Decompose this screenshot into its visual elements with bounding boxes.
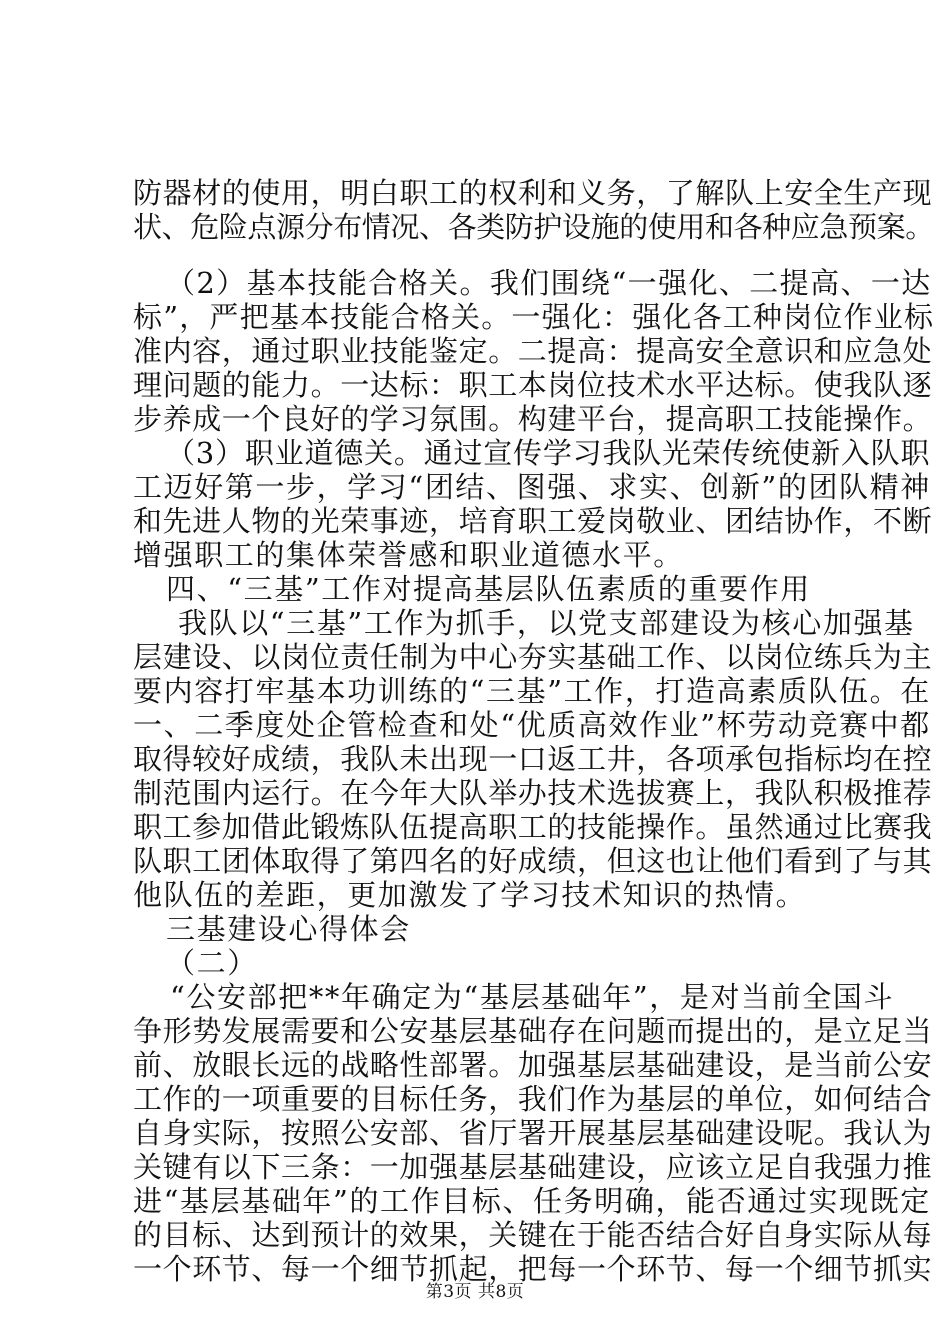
text-line: 一、二季度处企管检查和处“优质高效作业”杯劳动竞赛中都 [133, 708, 931, 742]
text-line: 和先进人物的光荣事迹，培育职工爱岗敬业、团结协作，不断 [133, 504, 933, 538]
text-line: 一个环节、每一个细节抓起，把每一个环节、每一个细节抓实 [133, 1252, 933, 1286]
paragraph-start: 我队以“三基”工作为抓手，以党支部建设为核心加强基 [178, 606, 915, 640]
page-number-footer: 第3页 共8页 [425, 1282, 525, 1302]
article-title: 三基建设心得体会 [166, 912, 411, 946]
text-line: 自身实际，按照公安部、省厅署开展基层基础建设呢。我认为 [133, 1116, 933, 1150]
text-line: 制范围内运行。在今年大队举办技术选拔赛上，我队积极推荐 [133, 776, 933, 810]
text-line: 进“基层基础年”的工作目标、任务明确，能否通过实现既定 [133, 1184, 931, 1218]
article-part-label: （二） [166, 946, 258, 980]
text-line: 防器材的使用，明白职工的权利和义务，了解队上安全生产现 [133, 176, 933, 210]
text-line: 工迈好第一步，学习“团结、图强、求实、创新”的团队精神 [133, 470, 931, 504]
text-line: 步养成一个良好的学习氛围。构建平台，提高职工技能操作。 [133, 402, 933, 436]
text-line: 职工参加借此锻炼队伍提高职工的技能操作。虽然通过比赛我 [133, 810, 933, 844]
text-line: 状、危险点源分布情况、各类防护设施的使用和各种应急预案。 [133, 210, 934, 244]
text-line: 他队伍的差距，更加激发了学习技术知识的热情。 [133, 878, 807, 912]
text-line: 增强职工的集体荣誉感和职业道德水平。 [133, 538, 684, 572]
text-line: 取得较好成绩，我队未出现一口返工井，各项承包指标均在控 [133, 742, 933, 776]
text-line: 的目标、达到预计的效果，关键在于能否结合好自身实际从每 [133, 1218, 933, 1252]
paragraph-heading: （3）职业道德关。通过宣传学习我队光荣传统使新入队职 [166, 436, 931, 470]
text-line: 工作的一项重要的目标任务，我们作为基层的单位，如何结合 [133, 1082, 933, 1116]
paragraph-start: “公安部把**年确定为“基层基础年”，是对当前全国斗 [170, 980, 895, 1014]
text-line: 层建设、以岗位责任制为中心夯实基础工作、以岗位练兵为主 [133, 640, 933, 674]
text-line: 前、放眼长远的战略性部署。加强基层基础建设，是当前公安 [133, 1048, 933, 1082]
section-heading: 四、“三基”工作对提高基层队伍素质的重要作用 [166, 572, 811, 606]
text-line: 队职工团体取得了第四名的好成绩，但这也让他们看到了与其 [133, 844, 933, 878]
text-line: 标”，严把基本技能合格关。一强化：强化各工种岗位作业标 [133, 300, 935, 334]
text-line: 准内容，通过职业技能鉴定。二提高：提高安全意识和应急处 [133, 334, 933, 368]
text-line: 要内容打牢基本功训练的“三基”工作，打造高素质队伍。在 [133, 674, 931, 708]
text-line: 理问题的能力。一达标：职工本岗位技术水平达标。使我队逐 [133, 368, 933, 402]
paragraph-heading: （2）基本技能合格关。我们围绕“一强化、二提高、一达 [166, 266, 932, 300]
text-line: 争形势发展需要和公安基层基础存在问题而提出的，是立足当 [133, 1014, 933, 1048]
text-line: 关键有以下三条：一加强基层基础建设，应该立足自我强力推 [133, 1150, 933, 1184]
